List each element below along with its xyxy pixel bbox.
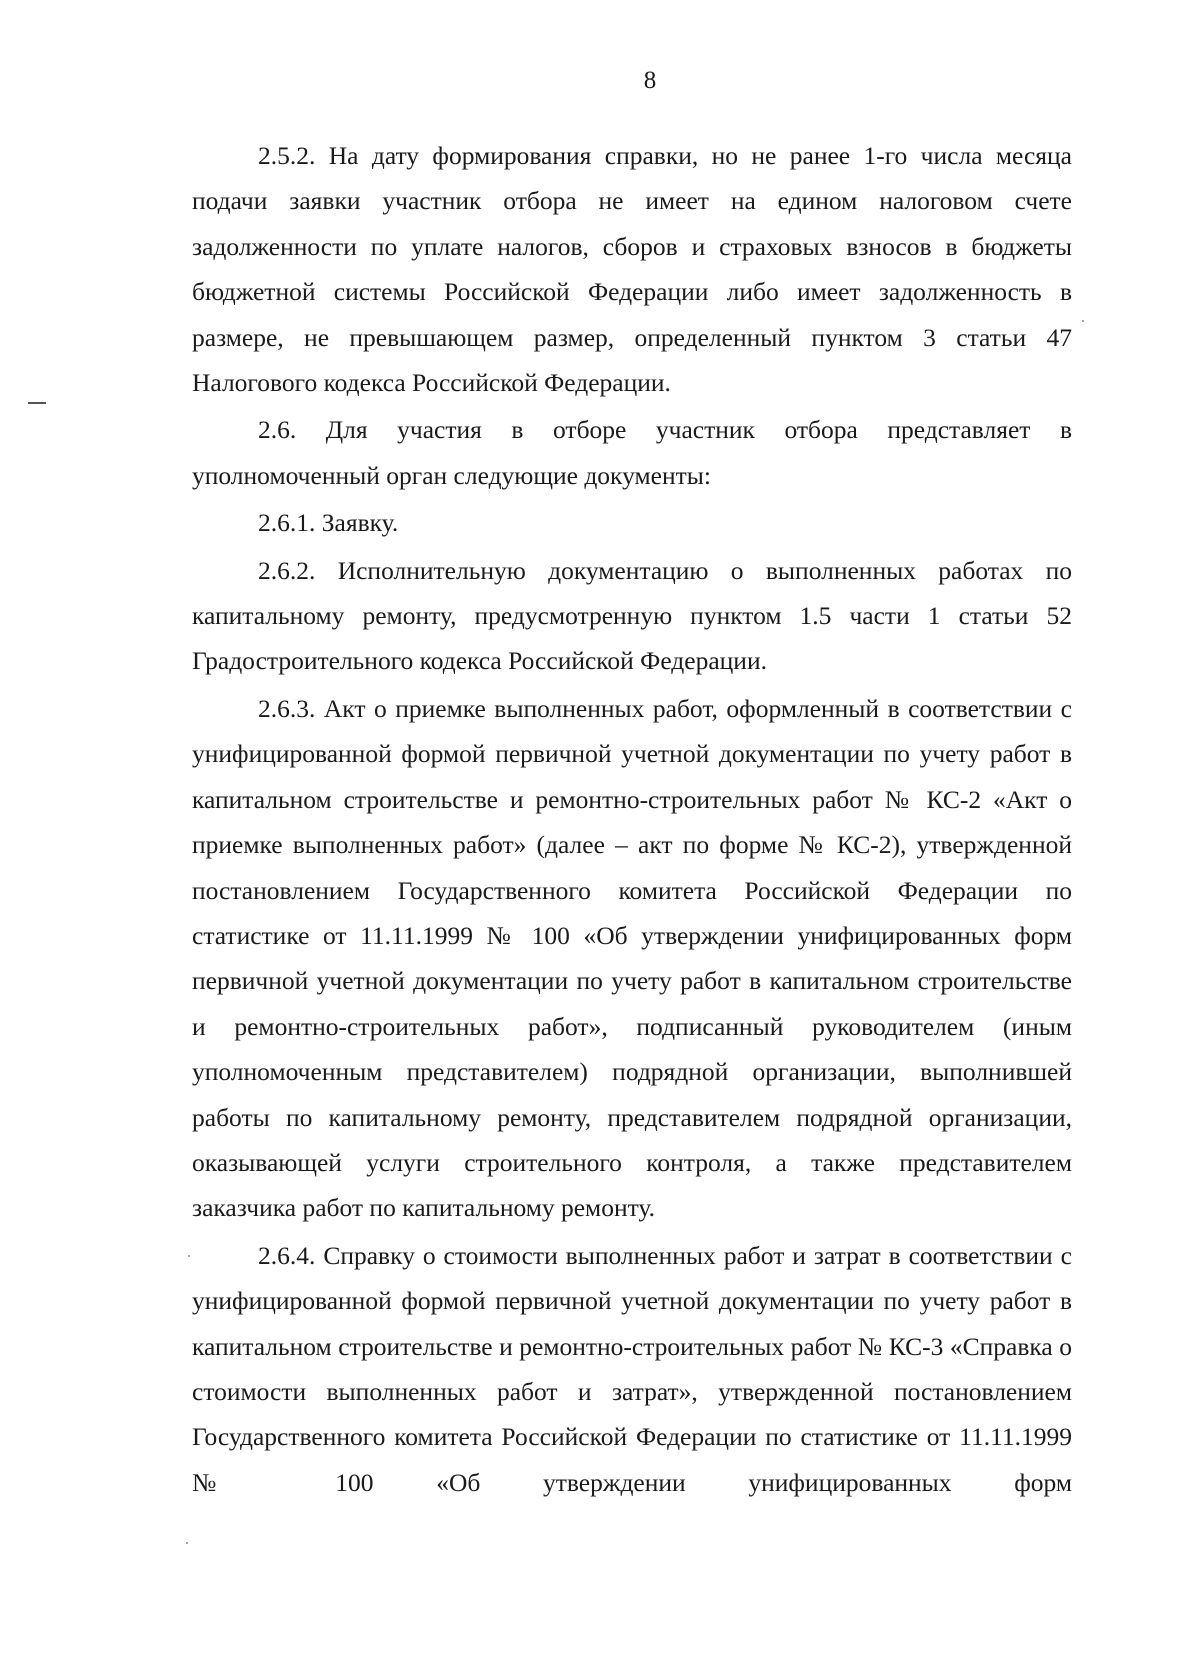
scan-speck xyxy=(1082,320,1084,322)
scan-speck xyxy=(186,1542,188,1544)
paragraph-2-6-4: 2.6.4. Справку о стоимости выполненных работ и затрат в соответствии с унифицированной формой первичной учетной документации по учету работ в капитальном строительстве и ремонтно-строительных работ № КС-3 «Справка о стоимости выполненных работ и затрат», утвержденной постановлением Государственного комитета Российской Федерации по статистике от 11.11.1999 № 100 «Об утверждении унифицированных форм xyxy=(192,1240,1072,1497)
paragraph-2-6-2: 2.6.2. Исполнительную документацию о выполненных работах по капитальному ремонту, предусмотренную пунктом 1.5 части 1 статьи 52 Градостроительного кодекса Российской Федерации. xyxy=(192,555,1072,676)
paragraph-2-6: 2.6. Для участия в отборе участник отбора представляет в уполномоченный орган следующие документы: xyxy=(192,415,1072,490)
paragraph-2-5-2: 2.5.2. На дату формирования справки, но не ранее 1-го числа месяца подачи заявки участник отбора не имеет на едином налоговом счете задолженности по уплате налогов, сборов и страховых взносов в бюджеты бюджетной системы Российской Федерации либо имеет задолженность в размере, не превышающем размер, определенный пунктом 3 статьи 47 Налогового кодекса Российской Федерации. xyxy=(192,141,1072,398)
scan-speck xyxy=(188,1255,190,1257)
paragraph-2-6-1: 2.6.1. Заявку. xyxy=(258,508,399,538)
document-body xyxy=(192,133,1072,1505)
margin-mark xyxy=(28,402,46,404)
page-number: 8 xyxy=(643,67,657,94)
paragraph-2-6-3: 2.6.3. Акт о приемке выполненных работ, оформленный в соответствии с унифицированной формой первичной учетной документации по учету работ в капитальном строительстве и ремонтно-строительных работ № КС-2 «Акт о приемке выполненных работ» (далее – акт по форме № КС-2), утвержденной постановлением Государственного комитета Российской Федерации по статистике от 11.11.1999 № 100 «Об утверждении унифицированных форм первичной учетной документации по учету работ в капитальном строительстве и ремонтно-строительных работ», подписанный руководителем (иным уполномоченным представителем) подрядной организации, выполнившей работы по капитальному ремонту, представителем подрядной организации, оказывающей услуги строительного контроля, а также представителем заказчика работ по капитальному ремонту. xyxy=(192,693,1072,1223)
